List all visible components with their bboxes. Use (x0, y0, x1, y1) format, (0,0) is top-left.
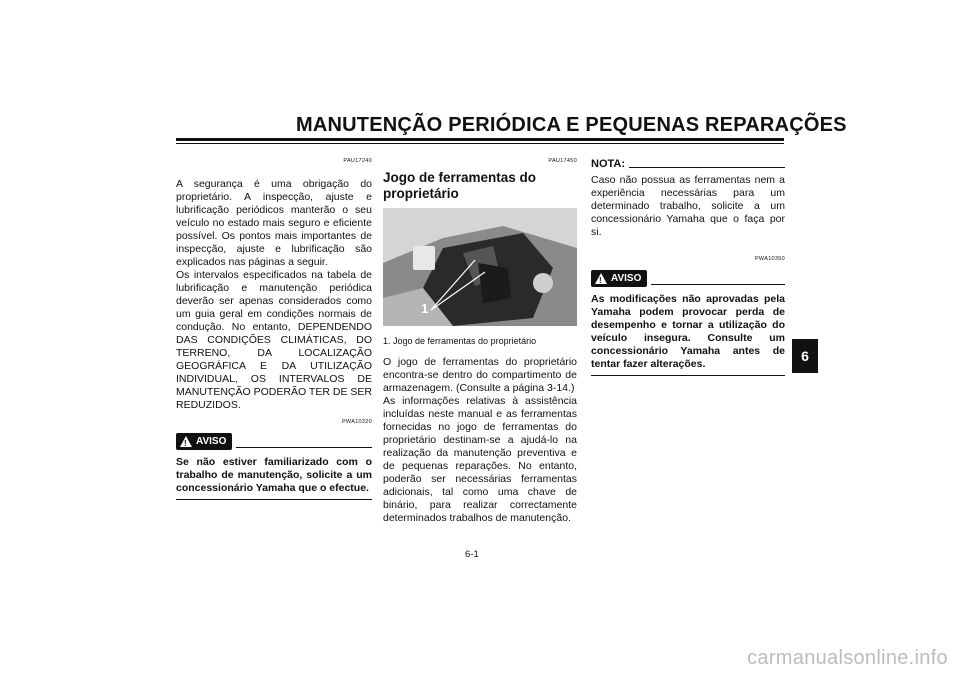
warning-label: AVISO (611, 273, 642, 284)
intro-paragraph-2: Os intervalos especificados na tabela de lubrificação e manutenção periódica deverão ser apenas considerados como um guia geral em condições normais de condução. No entanto, DEPENDENDO DAS CONDIÇÕES CLIMÁTICAS, DO TERRENO, DA LOCALIZAÇÃO GEOGRÁFICA E DA UTILIZAÇÃO INDIVIDUAL, OS INTERVALOS DE MANUTENÇÃO PODERÃO TER DE SER REDUZIDOS. (176, 269, 372, 411)
toolkit-paragraph-2: As informações relativas à assistência incluídas neste manual e as ferramentas fornecidas no jogo de ferramentas do proprietário destinam-se a ajudá-lo na realização da manutenção preventiva e de pequenas reparações. No entanto, poderão ser necessárias ferramentas adicionais, tal como uma chave de binário, para realizar correctamente determinados trabalhos de manutenção. (383, 395, 577, 524)
toolkit-paragraph-1: O jogo de ferramentas do proprietário encontra-se dentro do compartimento de armazenagem. (Consulte a página 3-14.) (383, 356, 577, 394)
title-rule (176, 138, 784, 141)
warning-code: PWA10350 (754, 256, 785, 262)
warning-text: Se não estiver familiarizado com o trabalho de manutenção, solicite a um concessionário Yamaha que o efectue. (176, 456, 372, 494)
figure-caption: 1. Jogo de ferramentas do proprietário (383, 336, 537, 346)
warning-code: PWA10320 (341, 419, 372, 425)
warning-end-rule (591, 375, 785, 376)
page-title: MANUTENÇÃO PERIÓDICA E PEQUENAS REPARAÇÕES (296, 114, 847, 136)
title-rule-thin (176, 143, 784, 144)
nota-label: NOTA: (591, 158, 626, 170)
toolkit-photo (383, 208, 577, 326)
warning-rule (236, 447, 372, 448)
column-notes (591, 155, 785, 376)
warning-header (176, 433, 372, 450)
watermark: carmanualsonline.info (747, 647, 948, 669)
warning-triangle-icon (180, 436, 192, 447)
warning-text: As modificações não aprovadas pela Yamaha podem provocar perda de desempenho e tornar a utilização do veículo insegura. Consulte um concessionário Yamaha antes de tentar fazer alterações. (591, 293, 785, 370)
warning-rule (651, 284, 785, 285)
figure-callout-label: 1 (421, 301, 429, 316)
section-code: PAU17450 (548, 158, 577, 164)
section-title: Jogo de ferramentas do proprietário (383, 170, 537, 201)
column-toolkit (383, 155, 577, 525)
nota-rule (629, 167, 785, 168)
intro-paragraph-1: A segurança é uma obrigação do proprietário. A inspecção, ajuste e lubrificação periódicos manterão o seu veículo no estado mais seguro e eficiente possível. Os pontos mais importantes de inspecção, ajuste e lubrificação são explicados nas páginas a seguir. (176, 178, 372, 268)
section-code: PAU17240 (343, 158, 372, 164)
warning-label: AVISO (196, 436, 227, 447)
warning-badge (591, 270, 647, 287)
nota-header (591, 158, 785, 171)
warning-end-rule (176, 499, 372, 500)
nota-text: Caso não possua as ferramentas nem a experiência necessárias para um determinado trabalho, solicite a um concessionário Yamaha que o faça por si. (591, 174, 785, 238)
toolkit-photo-illustration (383, 208, 577, 326)
warning-triangle-icon (595, 273, 607, 284)
page-number: 6-1 (465, 549, 479, 560)
warning-badge (176, 433, 232, 450)
warning-header (591, 270, 785, 287)
chapter-tab: 6 (792, 339, 818, 373)
column-intro (176, 155, 372, 500)
